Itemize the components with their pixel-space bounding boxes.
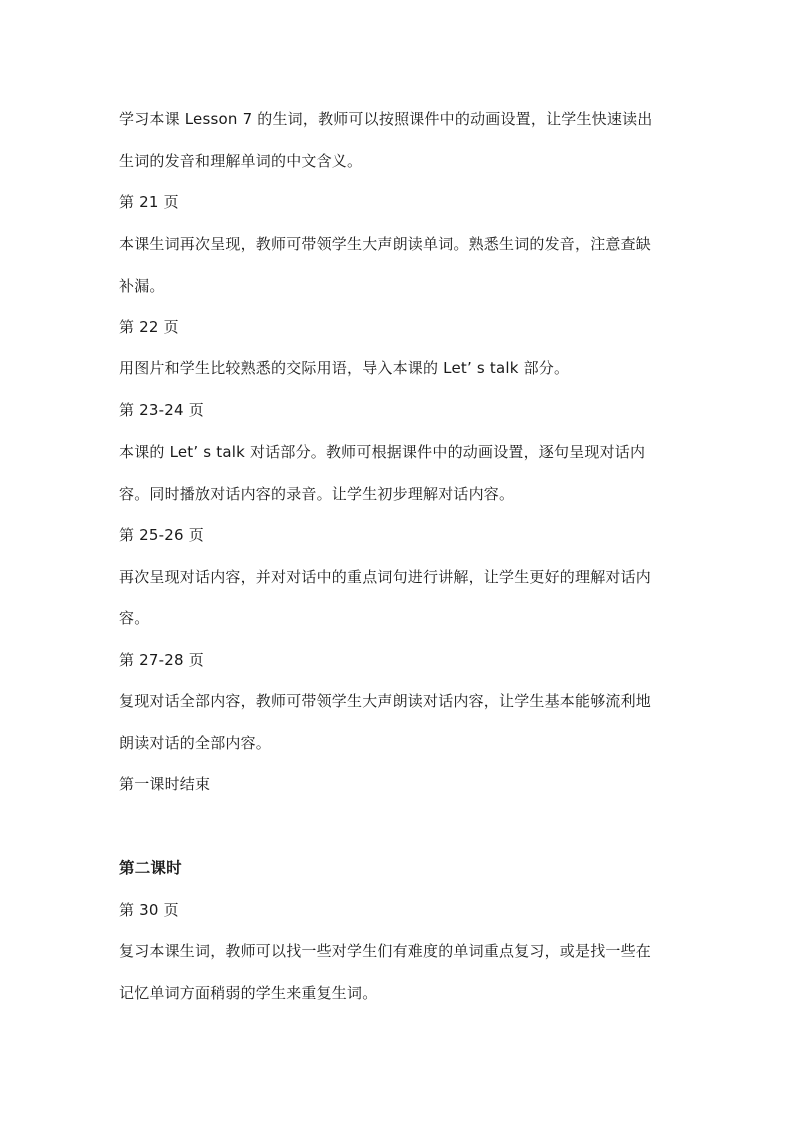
paragraph-line: 用图片和学生比较熟悉的交际用语，导入本课的 Let’ s talk 部分。 [119, 359, 570, 377]
page-marker: 第 23-24 页 [119, 401, 204, 419]
paragraph-line: 本课的 Let’ s talk 对话部分。教师可根据课件中的动画设置，逐句呈现对话内 [119, 443, 646, 461]
page-marker: 第 30 页 [119, 901, 179, 919]
paragraph-line: 容。同时播放对话内容的录音。让学生初步理解对话内容。 [119, 485, 515, 503]
paragraph-line: 生词的发音和理解单词的中文含义。 [119, 152, 363, 170]
paragraph-line: 复习本课生词，教师可以找一些对学生们有难度的单词重点复习，或是找一些在 [119, 942, 652, 960]
paragraph-line: 记忆单词方面稍弱的学生来重复生词。 [119, 984, 378, 1002]
paragraph-line: 学习本课 Lesson 7 的生词，教师可以按照课件中的动画设置，让学生快速读出 [119, 110, 653, 128]
section-heading: 第二课时 [119, 859, 182, 877]
page-marker: 第 22 页 [119, 318, 179, 336]
section-end-note: 第一课时结束 [119, 775, 211, 793]
paragraph-line: 复现对话全部内容，教师可带领学生大声朗读对话内容，让学生基本能够流利地 [119, 692, 652, 710]
page-marker: 第 21 页 [119, 193, 179, 211]
paragraph-line: 容。 [119, 609, 150, 627]
page-marker: 第 25-26 页 [119, 526, 204, 544]
page-marker: 第 27-28 页 [119, 651, 204, 669]
paragraph-line: 再次呈现对话内容，并对对话中的重点词句进行讲解，让学生更好的理解对话内 [119, 568, 652, 586]
paragraph-line: 补漏。 [119, 277, 165, 295]
paragraph-line: 朗读对话的全部内容。 [119, 734, 272, 752]
paragraph-line: 本课生词再次呈现，教师可带领学生大声朗读单词。熟悉生词的发音，注意查缺 [119, 235, 652, 253]
